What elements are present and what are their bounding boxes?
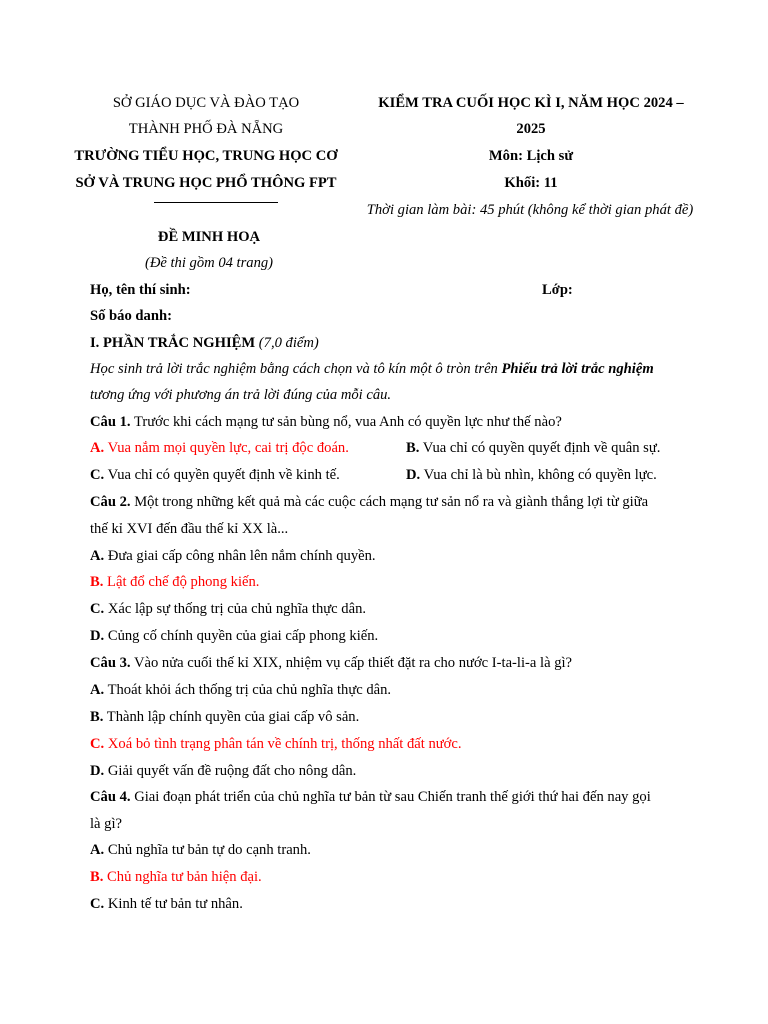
student-name-label: Họ, tên thí sinh:: [90, 282, 191, 298]
option-key: D.: [406, 467, 421, 483]
option-key: A.: [90, 842, 105, 858]
option-text: Kinh tế tư bản tư nhân.: [107, 896, 243, 912]
option-text: Vua chỉ có quyền quyết định về quân sự.: [422, 440, 661, 456]
option-text: Thoát khỏi ách thống trị của chủ nghĩa thực dân.: [107, 682, 392, 698]
q1-option-c[interactable]: [90, 468, 340, 483]
q2-option-b[interactable]: [90, 575, 259, 590]
option-key: A.: [90, 548, 105, 564]
option-key: C.: [90, 601, 105, 617]
option-key: D.: [90, 763, 105, 779]
q4-option-b[interactable]: [90, 870, 262, 885]
option-key: D.: [90, 628, 105, 644]
section-instructions-line1: [90, 362, 654, 377]
q4-option-a[interactable]: [90, 843, 311, 858]
question-1: [90, 415, 562, 430]
section-heading: [90, 336, 319, 351]
option-text: Xác lập sự thống trị của chủ nghĩa thực dân.: [107, 601, 367, 617]
q2-option-d[interactable]: [90, 629, 378, 644]
question-text: Một trong những kết quả mà các cuộc cách mạng tư sản nổ ra và giành thắng lợi từ giữa: [134, 494, 649, 510]
option-text: Vua chỉ là bù nhìn, không có quyền lực.: [423, 467, 657, 483]
question-label: Câu 4.: [90, 789, 131, 805]
student-id-label: Số báo danh:: [90, 308, 172, 324]
option-text: Vua nắm mọi quyền lực, cai trị độc đoán.: [107, 440, 349, 456]
question-text: Trước khi cách mạng tư sản bùng nổ, vua Anh có quyền lực như thế nào?: [133, 414, 562, 430]
option-key: C.: [90, 736, 105, 752]
q3-option-b[interactable]: [90, 710, 359, 725]
option-text: Lật đổ chế độ phong kiến.: [107, 574, 260, 590]
subject-line: [489, 149, 573, 164]
option-text: Vua chỉ có quyền quyết định về kinh tế.: [107, 467, 340, 483]
exam-title-line1: KIỂM TRA CUỐI HỌC KÌ I, NĂM HỌC 2024 –: [378, 95, 684, 111]
section-instructions-line2: tương ứng với phương án trả lời đúng của mỗi câu.: [90, 387, 392, 403]
option-text: Chủ nghĩa tư bản hiện đại.: [107, 869, 262, 885]
question-label: Câu 1.: [90, 414, 131, 430]
option-key: B.: [90, 574, 104, 590]
q1-option-b[interactable]: [406, 441, 660, 456]
grade-value: 11: [543, 175, 558, 191]
exam-type: ĐỀ MINH HOẠ: [157, 229, 261, 245]
question-text: Giai đoạn phát triển của chủ nghĩa tư bản từ sau Chiến tranh thế giới thứ hai đến nay gọi: [134, 789, 651, 805]
option-text: Xoá bỏ tình trạng phân tán về chính trị, thống nhất đất nước.: [107, 736, 462, 752]
option-text: Củng cố chính quyền của giai cấp phong kiến.: [107, 628, 379, 644]
option-text: Giải quyết vấn đề ruộng đất cho nông dân.: [107, 763, 357, 779]
option-key: A.: [90, 440, 105, 456]
question-2: [90, 495, 648, 510]
question-2-continued: thế kỉ XVI đến đầu thế kỉ XX là...: [90, 521, 289, 537]
option-key: B.: [90, 869, 104, 885]
class-label: Lớp:: [542, 282, 573, 298]
exam-title-line2: 2025: [516, 121, 546, 137]
subject-value: Lịch sử: [526, 148, 574, 164]
pages-note: (Đề thi gồm 04 trang): [144, 255, 274, 271]
q2-option-a[interactable]: [90, 549, 376, 564]
section-points: (7,0 điểm): [258, 335, 319, 351]
q2-option-c[interactable]: [90, 602, 366, 617]
question-3: [90, 656, 572, 671]
option-key: C.: [90, 896, 105, 912]
question-label: Câu 3.: [90, 655, 131, 671]
option-key: B.: [406, 440, 420, 456]
option-text: Đưa giai cấp công nhân lên nắm chính quyền.: [107, 548, 376, 564]
grade-line: [504, 176, 557, 191]
subject-label: Môn:: [488, 148, 523, 164]
section-title: I. PHẦN TRẮC NGHIỆM: [90, 335, 256, 351]
city-name: THÀNH PHỐ ĐÀ NẴNG: [128, 121, 284, 137]
question-4-continued: là gì?: [90, 816, 123, 832]
option-key: C.: [90, 467, 105, 483]
school-name-line1: TRƯỜNG TIỂU HỌC, TRUNG HỌC CƠ: [74, 148, 338, 164]
option-key: A.: [90, 682, 105, 698]
header-divider: [154, 202, 278, 203]
q1-option-a[interactable]: [90, 441, 349, 456]
q3-option-d[interactable]: [90, 764, 356, 779]
instruction-text: Học sinh trả lời trắc nghiệm bằng cách chọn và tô kín một ô tròn trên: [90, 361, 502, 377]
option-key: B.: [90, 709, 104, 725]
q3-option-c[interactable]: [90, 737, 462, 752]
exam-duration: Thời gian làm bài: 45 phút (không kể thời gian phát đề): [366, 202, 694, 218]
q1-option-d[interactable]: [406, 468, 657, 483]
question-4: [90, 790, 651, 805]
department-name: SỞ GIÁO DỤC VÀ ĐÀO TẠO: [112, 95, 300, 111]
q4-option-c[interactable]: [90, 897, 243, 912]
question-text: Vào nửa cuối thế kỉ XIX, nhiệm vụ cấp thiết đặt ra cho nước I-ta-li-a là gì?: [133, 655, 573, 671]
question-label: Câu 2.: [90, 494, 131, 510]
option-text: Thành lập chính quyền của giai cấp vô sản.: [106, 709, 360, 725]
answer-sheet-name: Phiếu trả lời trắc nghiệm: [501, 361, 654, 377]
q3-option-a[interactable]: [90, 683, 391, 698]
option-text: Chủ nghĩa tư bản tự do cạnh tranh.: [107, 842, 311, 858]
school-name-line2: SỞ VÀ TRUNG HỌC PHỔ THÔNG FPT: [75, 175, 337, 191]
grade-label: Khối:: [504, 175, 541, 191]
